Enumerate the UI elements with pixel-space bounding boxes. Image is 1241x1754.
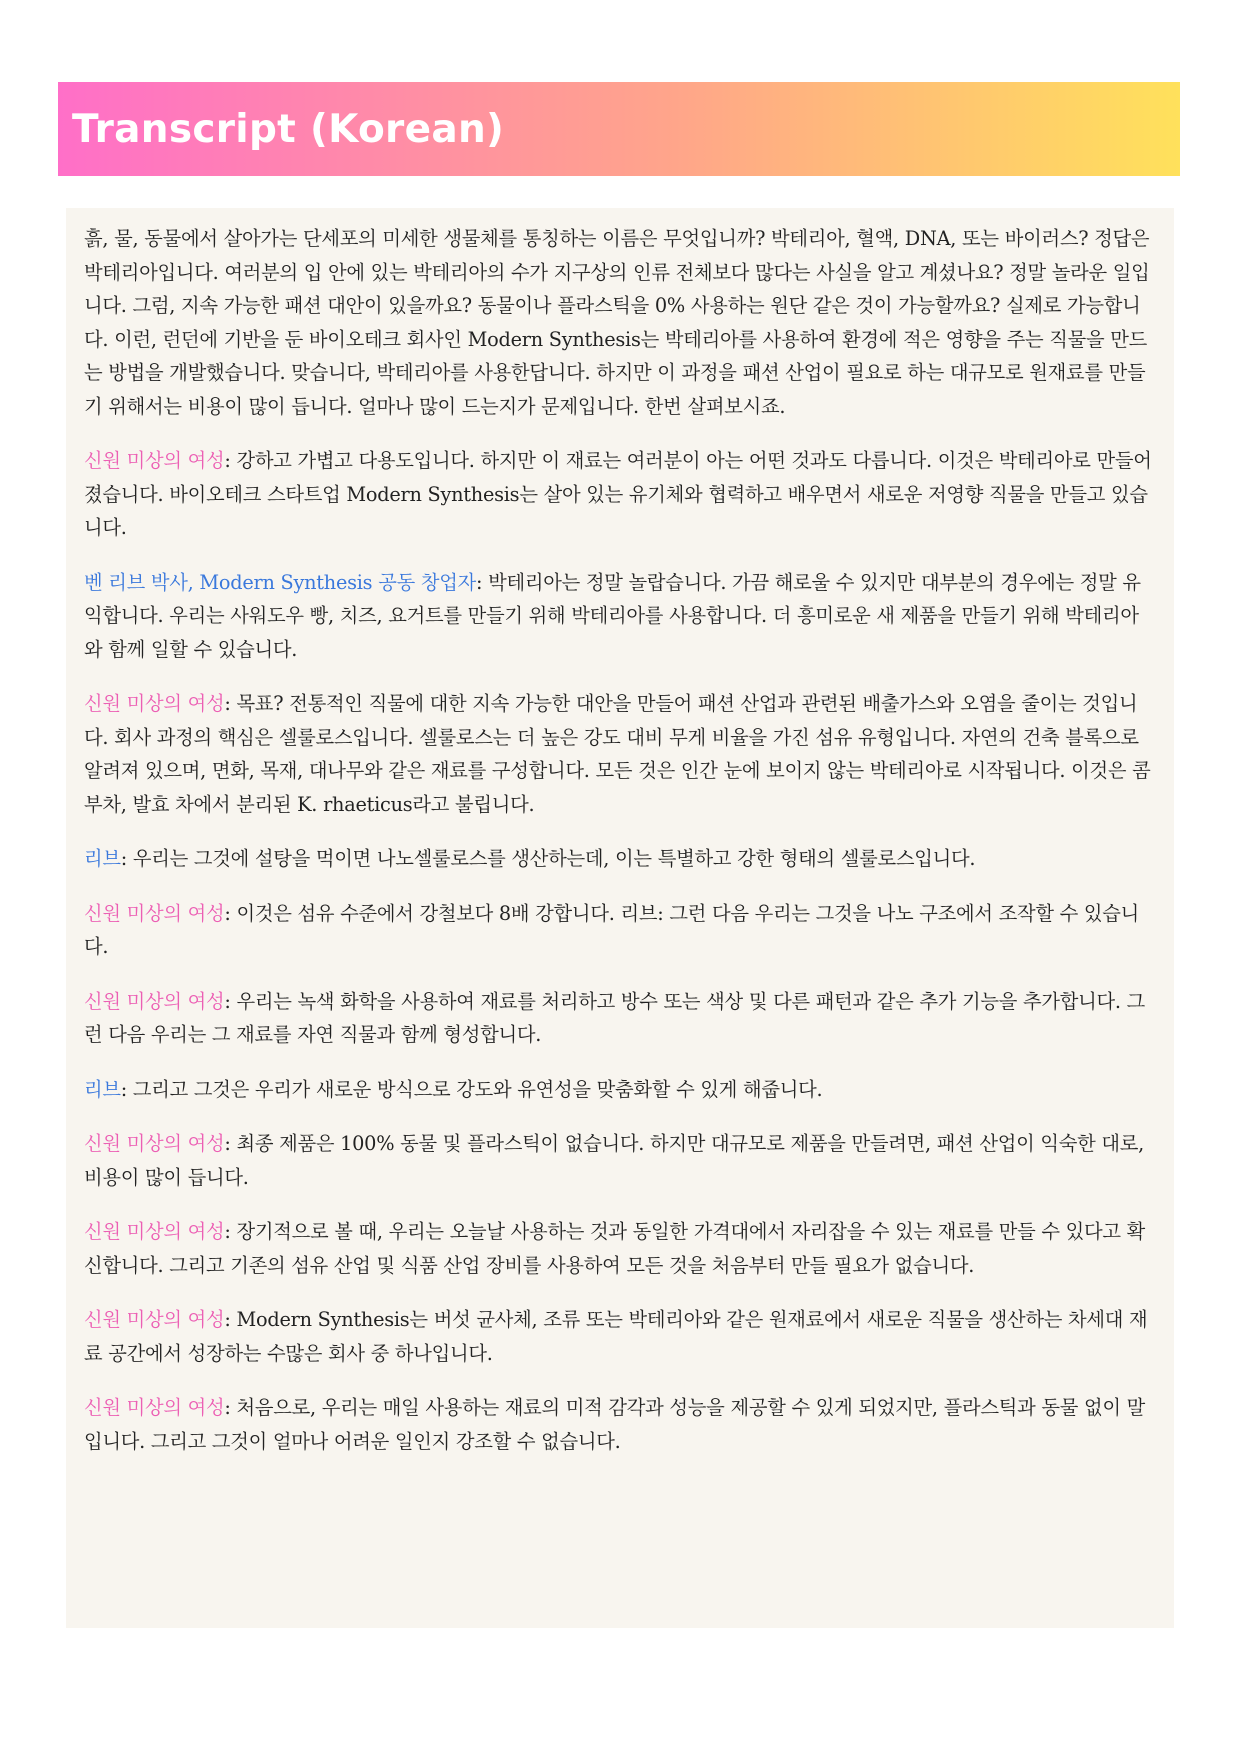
paragraph-text: : 최종 제품은 100% 동물 및 플라스틱이 없습니다. 하지만 대규모로 제품을 만들려면, 패션 산업이 익숙한 대로, 비용이 많이 듭니다. (84, 1132, 1144, 1189)
paragraph-text: 흙, 물, 동물에서 살아가는 단세포의 미세한 생물체를 통칭하는 이름은 무엇입니까? 박테리아, 혈액, DNA, 또는 바이러스? 정답은 박테리아입니다. 여러분의 입 안에 있는 박테리아의 수가 지구상의 인류 전체보다 많다는 사실을 알고 계셨나요? 정말 놀라운 일입니다. 그럼, 지속 가능한 패션 대안이 있을까요? 동물이나 플라스틱을 0% 사용하는 원단 같은 것이 가능할까요? 실제로 가능합니다. 이런, 런던에 기반을 둔 바이오테크 회사인 Modern Synthesis는 박테리아를 사용하여 환경에 적은 영향을 주는 직물을 만드는 방법을 개발했습니다. 맞습니다, 박테리아를 사용한답니다. 하지만 이 과정을 패션 산업이 필요로 하는 대규모로 원재료를 만들기 위해서는 비용이 많이 듭니다. 얼마나 많이 드는지가 문제입니다. 한번 살펴보시죠. (84, 227, 1150, 418)
speaker-name: 신원 미상의 여성 (84, 692, 225, 715)
speaker-name: 벤 리브 박사, Modern Synthesis 공동 창업자 (84, 570, 476, 594)
transcript-paragraph (84, 985, 1152, 1052)
paragraph-text: : 처음으로, 우리는 매일 사용하는 재료의 미적 감각과 성능을 제공할 수 있게 되었지만, 플라스틱과 동물 없이 말입니다. 그리고 그것이 얼마나 어려운 일인지 강조할 수 없습니다. (84, 1396, 1145, 1453)
transcript-paragraph (84, 687, 1152, 821)
transcript-paragraph (84, 897, 1152, 964)
speaker-name: 신원 미상의 여성 (84, 1396, 225, 1419)
transcript-panel (66, 208, 1174, 1628)
paragraph-text: : 강하고 가볍고 다용도입니다. 하지만 이 재료는 여러분이 아는 어떤 것과도 다릅니다. 이것은 박테리아로 만들어졌습니다. 바이오테크 스타트업 Modern Synthesis는 살아 있는 유기체와 협력하고 배우면서 새로운 저영향 직물을 만들고 있습니다. (84, 449, 1152, 539)
transcript-paragraph (84, 1391, 1152, 1458)
speaker-name: 신원 미상의 여성 (84, 901, 225, 925)
transcript-paragraph (84, 444, 1152, 545)
paragraph-text: : 목표? 전통적인 직물에 대한 지속 가능한 대안을 만들어 패션 산업과 관련된 배출가스와 오염을 줄이는 것입니다. 회사 과정의 핵심은 셀룰로스입니다. 셀룰로스는 더 높은 강도 대비 무게 비율을 가진 섬유 유형입니다. 자연의 건축 블록으로 알려져 있으며, 면화, 목재, 대나무와 같은 재료를 구성합니다. 모든 것은 인간 눈에 보이지 않는 박테리아로 시작됩니다. 이것은 콤부차, 발효 차에서 분리된 K. rhaeticus라고 불립니다. (84, 692, 1151, 816)
transcript-paragraph (84, 1303, 1152, 1370)
paragraph-text: : 우리는 그것에 설탕을 먹이면 나노셀룰로스를 생산하는데, 이는 특별하고 강한 형태의 셀룰로스입니다. (120, 847, 976, 870)
paragraph-text: : 이것은 섬유 수준에서 강철보다 8배 강합니다. 리브: 그런 다음 우리는 그것을 나노 구조에서 조작할 수 있습니다. (84, 901, 1139, 958)
speaker-name: 리브 (84, 1077, 121, 1101)
speaker-name: 리브 (84, 847, 121, 870)
paragraph-text: : 박테리아는 정말 놀랍습니다. 가끔 해로울 수 있지만 대부분의 경우에는 정말 유익합니다. 우리는 사워도우 빵, 치즈, 요거트를 만들기 위해 박테리아를 사용합니다. 더 흥미로운 새 제품을 만들기 위해 박테리아와 함께 일할 수 있습니다. (84, 570, 1141, 661)
speaker-name: 신원 미상의 여성 (84, 449, 225, 472)
transcript-paragraph (84, 1073, 1152, 1107)
paragraph-text: : Modern Synthesis는 버섯 균사체, 조류 또는 박테리아와 같은 원재료에서 새로운 직물을 생산하는 차세대 재료 공간에서 성장하는 수많은 회사 중 하나입니다. (84, 1308, 1148, 1365)
speaker-name: 신원 미상의 여성 (84, 989, 225, 1013)
paragraph-text: : 그리고 그것은 우리가 새로운 방식으로 강도와 유연성을 맞춤화할 수 있게 해줍니다. (120, 1077, 823, 1101)
speaker-name: 신원 미상의 여성 (84, 1132, 225, 1155)
transcript-paragraph (84, 566, 1152, 667)
title-banner (58, 82, 1180, 176)
transcript-paragraph (84, 1215, 1152, 1282)
speaker-name: 신원 미상의 여성 (84, 1308, 225, 1331)
paragraph-text: : 우리는 녹색 화학을 사용하여 재료를 처리하고 방수 또는 색상 및 다른 패턴과 같은 추가 기능을 추가합니다. 그런 다음 우리는 그 재료를 자연 직물과 함께 형성합니다. (84, 989, 1145, 1046)
speaker-name: 신원 미상의 여성 (84, 1220, 225, 1243)
transcript-paragraph (84, 222, 1152, 423)
transcript-paragraph (84, 1127, 1152, 1194)
paragraph-text: : 장기적으로 볼 때, 우리는 오늘날 사용하는 것과 동일한 가격대에서 자리잡을 수 있는 재료를 만들 수 있다고 확신합니다. 그리고 기존의 섬유 산업 및 식품 산업 장비를 사용하여 모든 것을 처음부터 만들 필요가 없습니다. (84, 1220, 1145, 1277)
page-title: Transcript (Korean) (72, 106, 505, 152)
transcript-paragraph (84, 842, 1152, 876)
